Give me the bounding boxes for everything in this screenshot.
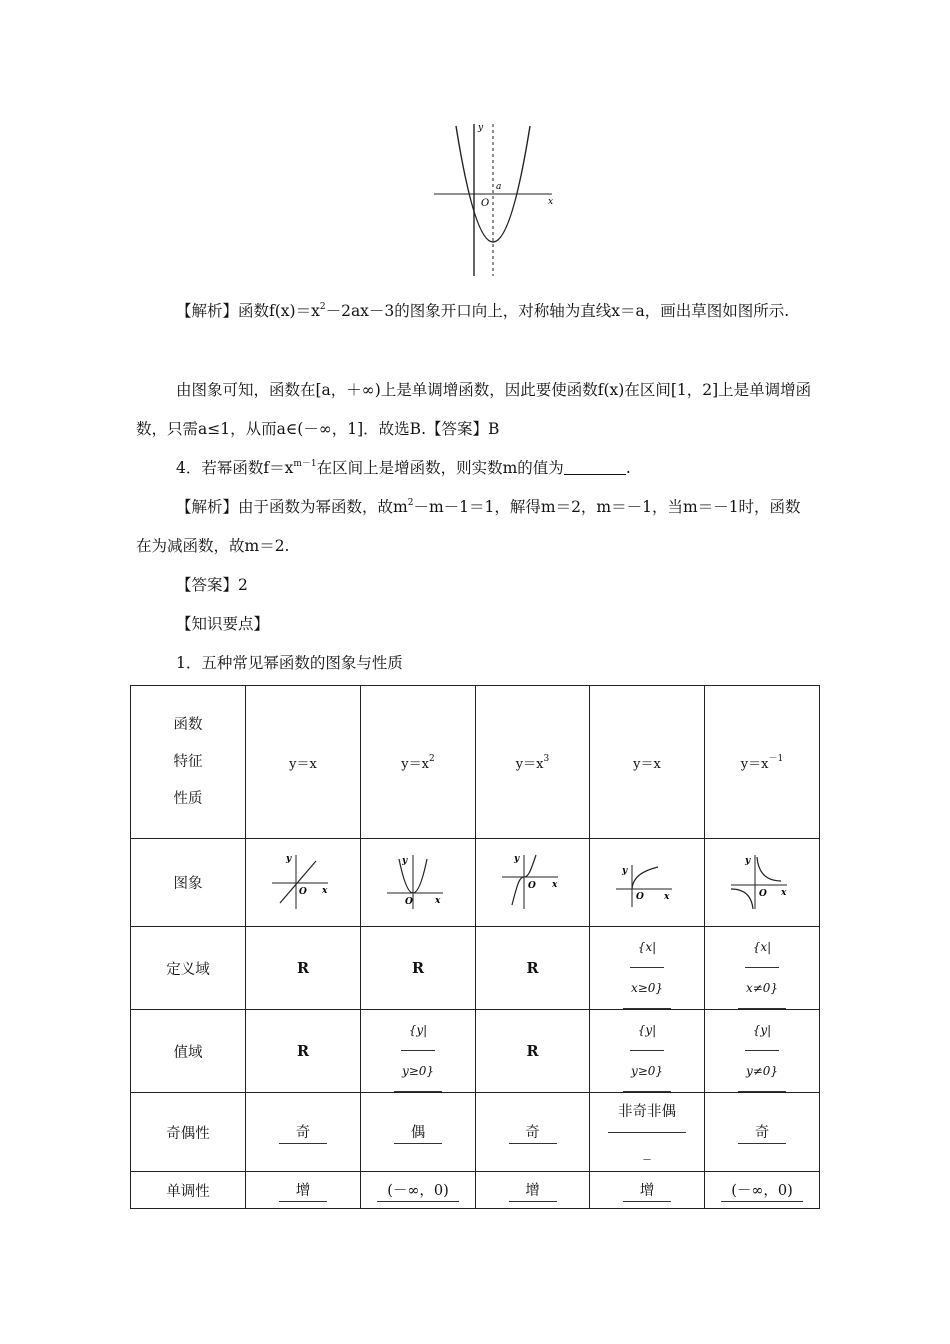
domain-value-2: x≠0}	[738, 968, 786, 1009]
range-value: R	[296, 1042, 310, 1060]
range-cell	[476, 1010, 590, 1093]
range-value-2: y≥0}	[394, 1051, 442, 1092]
graph-curve	[632, 867, 658, 889]
range-cell	[705, 1010, 820, 1093]
parity-label: 奇偶性	[131, 1093, 246, 1172]
parity-cell	[590, 1093, 705, 1172]
knowledge-text: 【知识要点】	[176, 615, 270, 633]
answer-blank	[564, 460, 626, 475]
graph-o-label: O	[527, 880, 536, 891]
monotonic-row	[131, 1172, 820, 1209]
parity-cell	[476, 1093, 590, 1172]
graph-y-label: y	[286, 853, 292, 864]
range-value-1: {y|	[401, 1010, 435, 1051]
graph-cell-square	[361, 839, 476, 927]
graph-reciprocal	[727, 851, 797, 911]
range-value-1: {y|	[630, 1010, 664, 1051]
graph-o-label: O	[299, 886, 307, 897]
domain-label: 定义域	[131, 927, 246, 1010]
graph-x-label: x	[781, 887, 787, 898]
graph-x-label: x	[435, 895, 441, 906]
graph-cell-reciprocal	[705, 839, 820, 927]
monotonic-value: 增	[279, 1179, 327, 1202]
domain-value-1: {x|	[745, 927, 779, 968]
domain-value: R	[411, 959, 425, 977]
graph-y-label: y	[622, 865, 628, 876]
range-value-1: {y|	[745, 1010, 779, 1051]
function-exp: 3	[543, 753, 550, 764]
q4-pre: 4．若幂函数f＝x	[176, 459, 294, 477]
parity-cell	[361, 1093, 476, 1172]
analysis-tag: 【解析】	[176, 302, 239, 320]
domain-value-1: {x|	[630, 927, 664, 968]
graph-curve-left	[731, 889, 753, 909]
range-cell	[361, 1010, 476, 1093]
monotonic-label: 单调性	[131, 1172, 246, 1209]
function-base: y＝x	[740, 756, 769, 772]
graph-o-label: O	[636, 891, 644, 902]
monotonic-value: 增	[623, 1179, 671, 1202]
parity-cell	[246, 1093, 361, 1172]
analysis-tag-2: 【解析】	[176, 498, 239, 516]
graph-curve-right	[757, 857, 781, 881]
monotonic-value: (－∞，0)	[721, 1179, 803, 1202]
range-row	[131, 1010, 820, 1093]
analysis-paragraph-1	[136, 292, 816, 331]
p3-post: －m－1＝1，解得m＝2，m＝－1，当m＝－1时，函数在为减函数，故m＝2.	[136, 498, 801, 555]
graph-row-label: 图象	[131, 839, 246, 927]
section-title	[136, 644, 816, 683]
function-header-cell	[246, 686, 361, 839]
table-header-row	[131, 686, 820, 839]
function-exp: 2	[428, 753, 435, 764]
analysis-paragraph-2	[136, 371, 816, 449]
parity-cell	[705, 1093, 820, 1172]
graph-y-label: y	[745, 855, 751, 866]
domain-row	[131, 927, 820, 1010]
graph-cell-cube	[476, 839, 590, 927]
graph-x-label: x	[551, 879, 557, 890]
function-header-cell	[705, 686, 820, 839]
analysis-paragraph-3	[136, 488, 816, 566]
a-label: a	[496, 182, 502, 192]
range-value-2: y≠0}	[738, 1051, 786, 1092]
p1-pre: 函数f(x)＝x	[238, 302, 320, 320]
q4-end: .	[625, 459, 631, 477]
header-line-1: 函数	[173, 716, 203, 733]
range-cell	[590, 1010, 705, 1093]
parity-value: 偶	[394, 1121, 442, 1144]
q4-exp: m－1	[293, 459, 317, 469]
q4-post: 在区间上是增函数，则实数m的值为	[316, 459, 564, 477]
function-header-cell	[590, 686, 705, 839]
monotonic-cell	[705, 1172, 820, 1209]
question-4	[136, 449, 816, 488]
section-text: 1．五种常见幂函数的图象与性质	[176, 654, 403, 672]
parity-value: 非奇非偶	[608, 1093, 686, 1133]
answer-line	[136, 566, 816, 605]
graph-cell-linear	[246, 839, 361, 927]
x-axis-label: x	[548, 197, 554, 207]
parity-value: 奇	[509, 1121, 557, 1144]
function-base: y＝x	[633, 756, 661, 772]
header-line-2: 特征	[173, 753, 203, 770]
domain-value: R	[296, 959, 310, 977]
graph-y-label: y	[402, 855, 408, 866]
range-value: R	[526, 1042, 539, 1060]
monotonic-cell	[476, 1172, 590, 1209]
monotonic-cell	[361, 1172, 476, 1209]
range-value-2: y≥0}	[623, 1051, 671, 1092]
answer-text: 【答案】2	[176, 576, 248, 594]
function-base: y＝x	[289, 756, 317, 772]
graph-x-label: x	[322, 885, 328, 896]
graph-o-label: O	[405, 896, 413, 907]
power-function-table	[130, 685, 820, 1209]
domain-cell	[476, 927, 590, 1010]
monotonic-value: 增	[509, 1179, 557, 1202]
range-label: 值域	[131, 1010, 246, 1093]
graph-square	[383, 851, 453, 911]
function-base: y＝x	[515, 756, 544, 772]
p1-post: －2ax－3的图象开口向上，对称轴为直线x＝a，画出草图如图所示.	[325, 302, 790, 320]
knowledge-heading	[136, 605, 816, 644]
function-base: y＝x	[401, 756, 429, 772]
p2-text: 由图象可知，函数在[a，＋∞)上是单调增函数，因此要使函数f(x)在区间[1，2]上是单调增函数，只需a≤1，从而a∈(－∞，1]．故选B.【答案】B	[136, 381, 812, 438]
p1-exp: 2	[319, 302, 326, 312]
monotonic-cell	[246, 1172, 361, 1209]
monotonic-value: (－∞，0)	[377, 1179, 459, 1202]
function-exp: －1	[768, 753, 784, 764]
monotonic-cell	[590, 1172, 705, 1209]
domain-cell	[246, 927, 361, 1010]
function-header-cell	[476, 686, 590, 839]
graph-curve	[280, 861, 316, 903]
parity-value: 奇	[738, 1121, 786, 1144]
graph-x-label: x	[664, 891, 670, 902]
graph-cell-sqrt	[590, 839, 705, 927]
parity-row	[131, 1093, 820, 1172]
header-line-3: 性质	[173, 790, 203, 807]
graph-sqrt	[612, 851, 682, 911]
domain-cell	[361, 927, 476, 1010]
parabola-graph	[430, 118, 560, 278]
origin-label: O	[481, 198, 490, 209]
p3-exp: 2	[407, 498, 414, 508]
graph-row	[131, 839, 820, 927]
domain-value: R	[526, 959, 539, 977]
graph-linear	[268, 851, 338, 911]
y-axis-label: y	[478, 123, 484, 133]
parity-tail: _	[643, 1144, 651, 1160]
graph-o-label: O	[759, 888, 767, 899]
function-header-cell	[361, 686, 476, 839]
graph-cube	[498, 851, 568, 911]
range-cell	[246, 1010, 361, 1093]
domain-cell	[705, 927, 820, 1010]
domain-cell	[590, 927, 705, 1010]
header-corner-cell	[131, 686, 246, 839]
parity-value: 奇	[279, 1121, 327, 1144]
domain-value-2: x≥0}	[623, 968, 671, 1009]
graph-y-label: y	[513, 853, 519, 864]
p3-pre: 由于函数为幂函数，故m	[238, 498, 408, 516]
